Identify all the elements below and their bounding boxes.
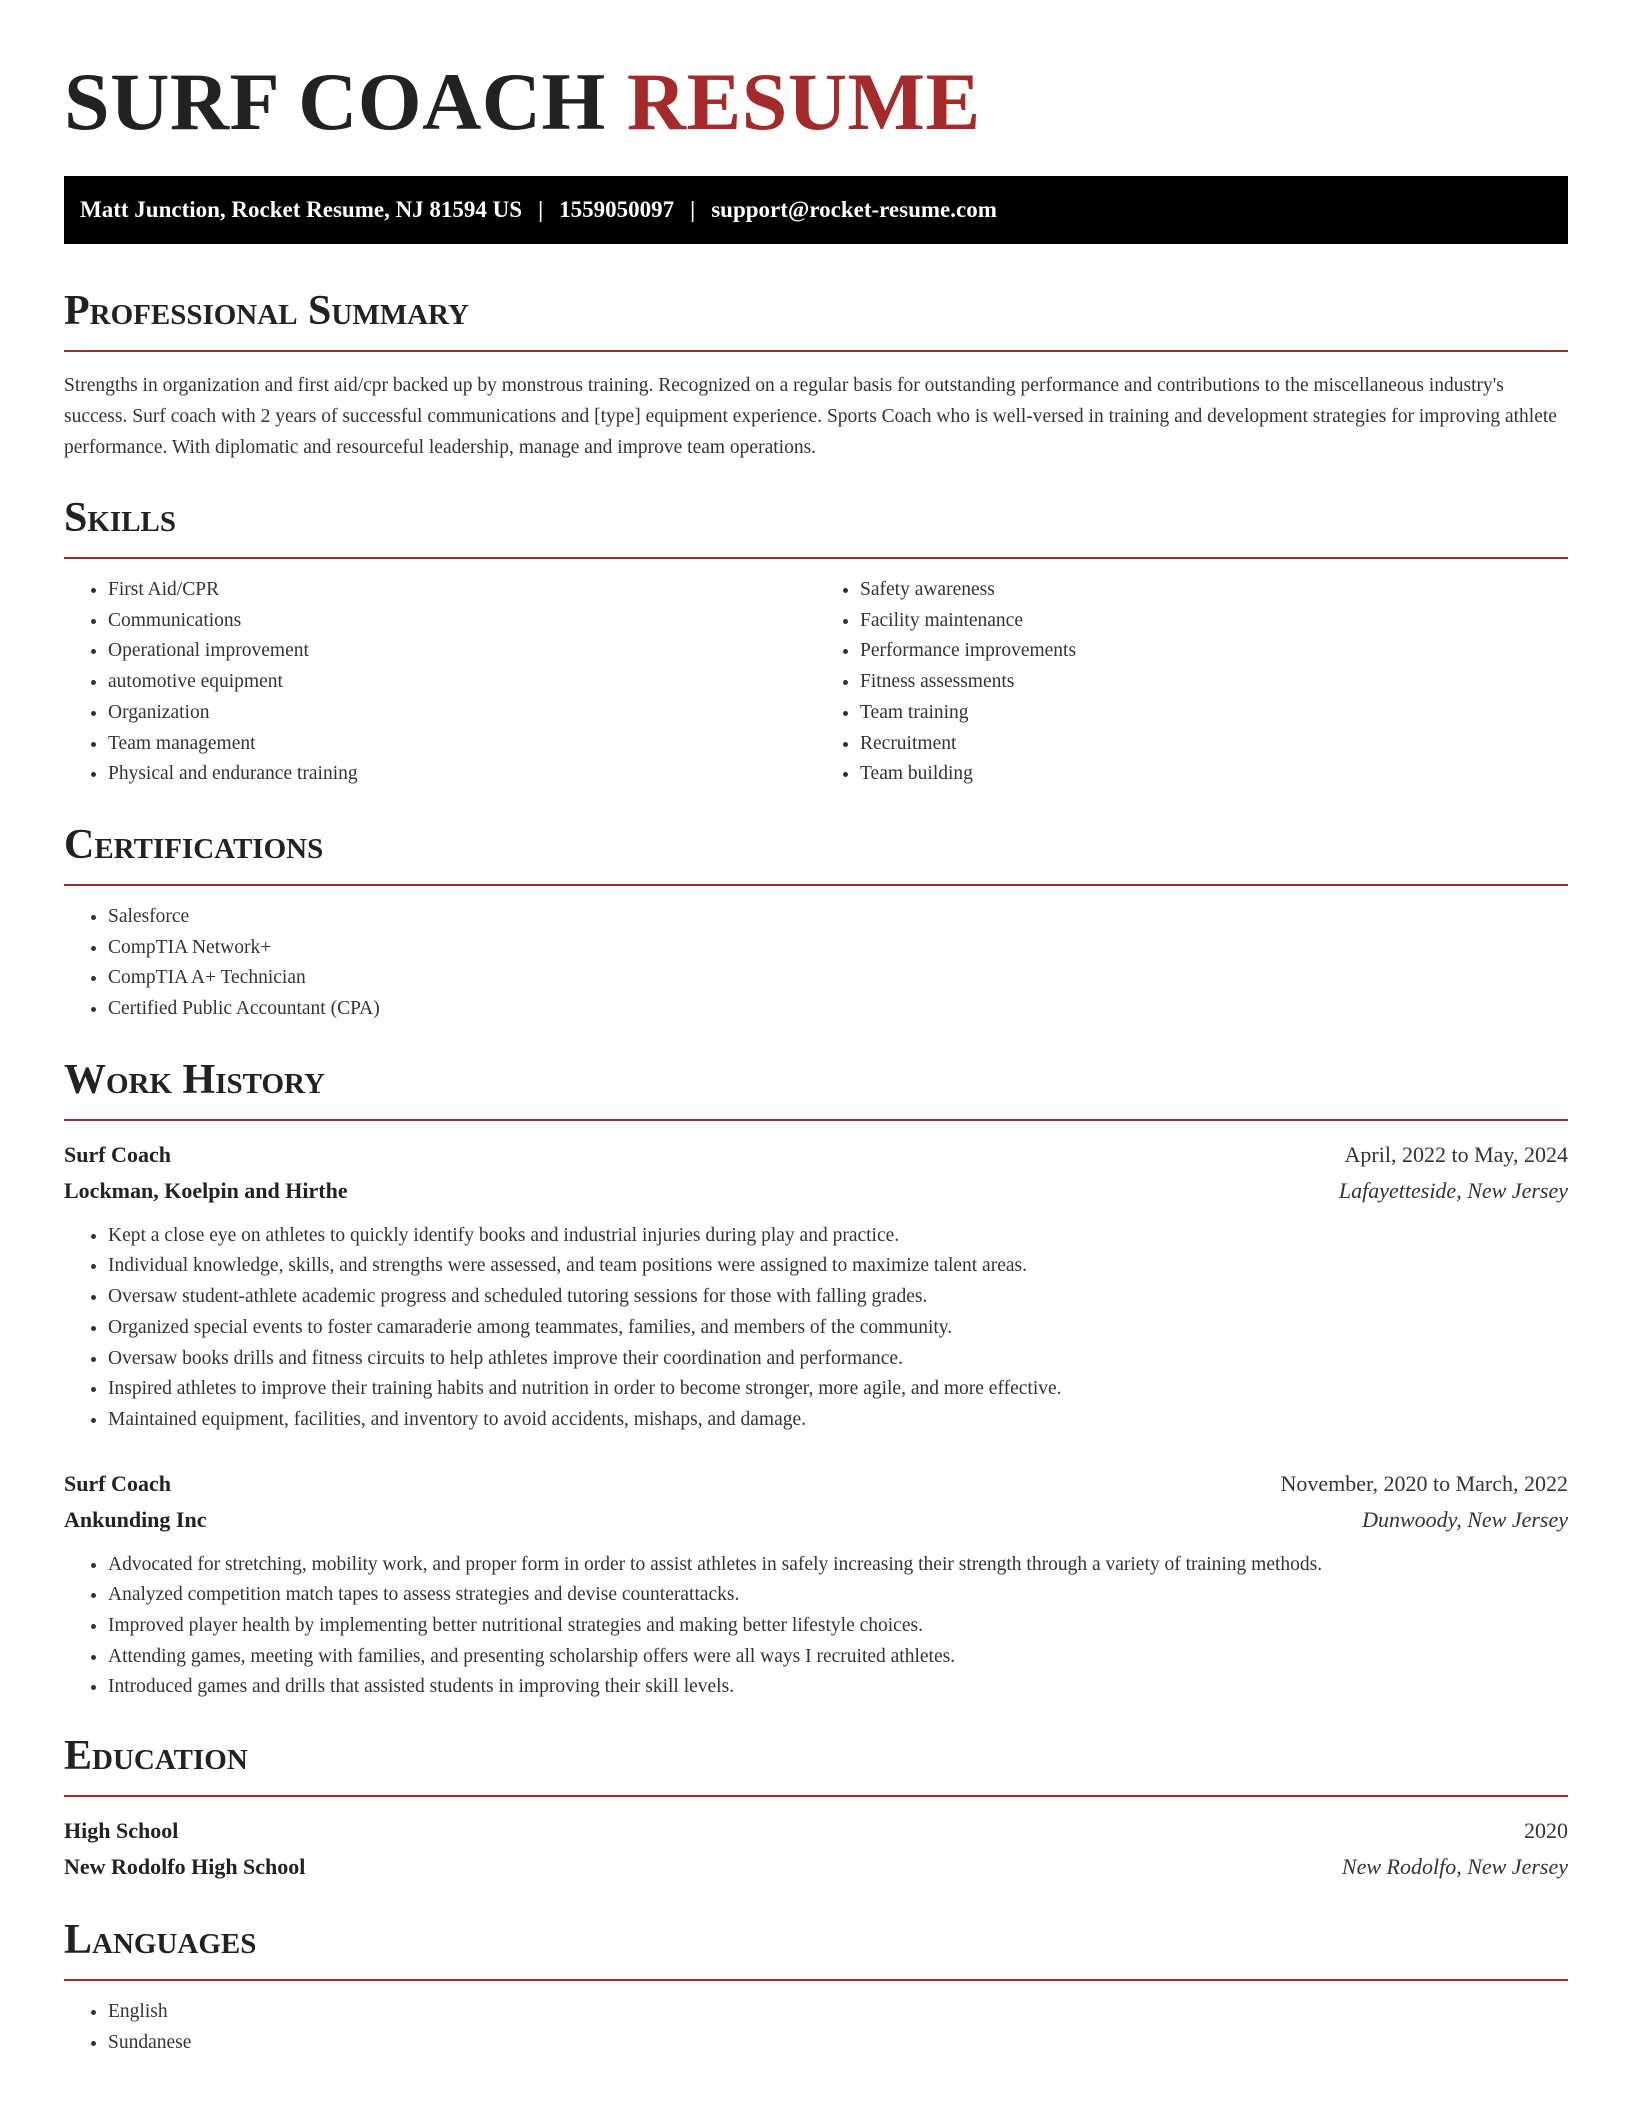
job-duty: • Analyzed competition match tapes to assess strategies and devise counterattacks. [108, 1580, 1568, 1611]
certification-item: • Certified Public Accountant (CPA) [108, 994, 1568, 1025]
summary-text: Strengths in organization and first aid/cpr backed up by monstrous training. Recognized on a regular basis for outstanding performance and contributions to the miscellaneous industry's success. Surf coach with 2 years of successful communications and [type] equipment experience. Sports Coach who is well-versed in training and development strategies for improving athlete performance. With diplomatic and resourceful leadership, manage and improve team operations. [64, 375, 1557, 458]
language-item: • English [108, 1997, 1568, 2028]
skill-item: • automotive equipment [108, 667, 816, 698]
skill-item: • Organization [108, 698, 816, 729]
skill-item: • Fitness assessments [860, 667, 1568, 698]
education-school: New Rodolfo High School [64, 1854, 306, 1880]
contact-email: support@rocket-resume.com [711, 197, 997, 222]
skill-item: • Safety awareness [860, 575, 1568, 606]
job-company: Ankunding Inc [64, 1506, 207, 1532]
job-duty: • Kept a close eye on athletes to quickly identify books and industrial injuries during play and practice. [108, 1221, 1568, 1252]
job-entry [64, 1466, 1568, 1704]
languages-section [64, 1915, 1568, 2058]
education-year: 2020 [1524, 1818, 1568, 1844]
education-heading: Education [64, 1731, 1568, 1797]
job-location: Lafayetteside, New Jersey [1338, 1177, 1568, 1203]
skills-section [64, 493, 1568, 790]
job-location: Dunwoody, New Jersey [1362, 1506, 1568, 1532]
education-degree-row [64, 1813, 1568, 1849]
job-header-row [64, 1137, 1568, 1173]
job-duty: • Introduced games and drills that assisted students in improving their skill levels. [108, 1672, 1568, 1703]
job-duty: • Oversaw books drills and fitness circuits to help athletes improve their coordination and performance. [108, 1344, 1568, 1375]
job-duty: • Advocated for stretching, mobility work, and proper form in order to assist athletes in safely increasing their strength through a variety of training methods. [108, 1550, 1568, 1581]
job-dates: November, 2020 to March, 2022 [1280, 1470, 1568, 1496]
job-duty: • Attending games, meeting with families, and presenting scholarship offers were all ways I recruited athletes. [108, 1642, 1568, 1673]
resume-title [64, 52, 1568, 152]
contact-address: Matt Junction, Rocket Resume, NJ 81594 US [80, 197, 523, 222]
job-title: Surf Coach [64, 1141, 171, 1167]
contact-separator: | [538, 197, 544, 222]
skill-item: • Performance improvements [860, 636, 1568, 667]
resume-title-accent: RESUME [626, 56, 981, 147]
job-duty: • Individual knowledge, skills, and strengths were assessed, and team positions were assigned to maximize talent areas. [108, 1251, 1568, 1282]
contact-bar [64, 176, 1568, 244]
job-duties-list [64, 1221, 1568, 1436]
skills-heading: Skills [64, 493, 1568, 559]
job-company-row [64, 1502, 1568, 1538]
job-title: Surf Coach [64, 1470, 171, 1496]
skill-item: • Team training [860, 698, 1568, 729]
job-duty: • Inspired athletes to improve their training habits and nutrition in order to become stronger, more agile, and more effective. [108, 1374, 1568, 1405]
skill-item: • Recruitment [860, 729, 1568, 760]
education-school-row [64, 1849, 1568, 1885]
certifications-heading: Certifications [64, 820, 1568, 886]
summary-section [64, 286, 1568, 463]
skill-item: • Facility maintenance [860, 606, 1568, 637]
job-dates: April, 2022 to May, 2024 [1344, 1141, 1568, 1167]
job-duty: • Improved player health by implementing better nutritional strategies and making better lifestyle choices. [108, 1611, 1568, 1642]
certifications-list [64, 902, 1568, 1025]
education-section [64, 1731, 1568, 1885]
certification-item: • CompTIA Network+ [108, 933, 1568, 964]
skill-item: • Communications [108, 606, 816, 637]
job-company-row [64, 1173, 1568, 1209]
work-history-section [64, 1055, 1568, 1703]
job-header-row [64, 1466, 1568, 1502]
education-degree: High School [64, 1818, 179, 1844]
contact-phone: 1559050097 [559, 197, 675, 222]
skills-list-left [64, 575, 816, 790]
skill-item: • Team management [108, 729, 816, 760]
education-entry [64, 1813, 1568, 1885]
education-location: New Rodolfo, New Jersey [1341, 1854, 1568, 1880]
job-duties-list [64, 1550, 1568, 1704]
skill-item: • Team building [860, 759, 1568, 790]
job-duty: • Organized special events to foster camaraderie among teammates, families, and members of the community. [108, 1313, 1568, 1344]
skill-item: • Operational improvement [108, 636, 816, 667]
language-item: • Sundanese [108, 2028, 1568, 2059]
work-history-heading: Work History [64, 1055, 1568, 1121]
job-company: Lockman, Koelpin and Hirthe [64, 1177, 348, 1203]
contact-separator: | [690, 197, 696, 222]
skills-grid [64, 559, 1568, 790]
languages-list [64, 1997, 1568, 2058]
certification-item: • CompTIA A+ Technician [108, 963, 1568, 994]
skill-item: • Physical and endurance training [108, 759, 816, 790]
summary-heading: Professional Summary [64, 286, 1568, 352]
resume-title-main: SURF COACH [64, 56, 606, 147]
certifications-section [64, 820, 1568, 1025]
job-duty: • Oversaw student-athlete academic progress and scheduled tutoring sessions for those with falling grades. [108, 1282, 1568, 1313]
skills-list-right [816, 575, 1568, 790]
job-duty: • Maintained equipment, facilities, and inventory to avoid accidents, mishaps, and damage. [108, 1405, 1568, 1436]
job-entry [64, 1137, 1568, 1436]
certification-item: • Salesforce [108, 902, 1568, 933]
skill-item: • First Aid/CPR [108, 575, 816, 606]
languages-heading: Languages [64, 1915, 1568, 1981]
